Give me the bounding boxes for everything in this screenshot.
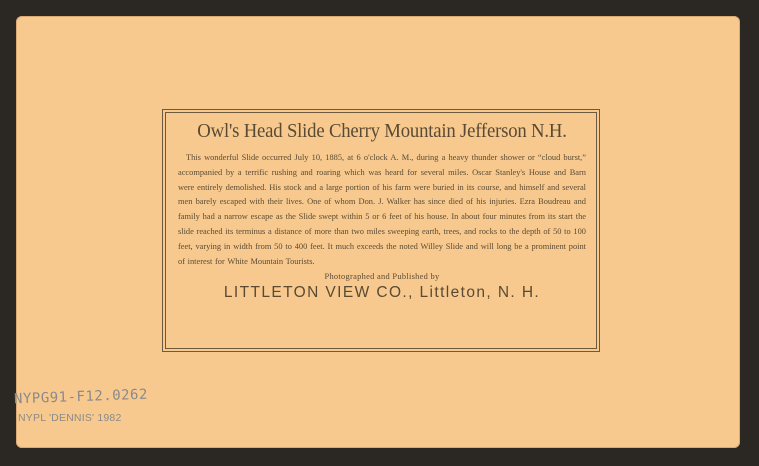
text-panel-outer-border	[162, 109, 600, 352]
collection-stamp: NYPL 'DENNIS' 1982	[18, 412, 122, 424]
text-panel	[165, 112, 597, 349]
description-text: This wonderful Slide occurred July 10, 1885, at 6 o'clock A. M., during a heavy thunder shower or “cloud burst,” accompanied by a terrific rushing and roaring which was heard for several miles. Oscar Stanley's House and Barn were entirely demolished. His stock and a large portion of his farm were buried in its course, and himself and several men barely escaped with their lives. One of whom Don. J. Walker has since died of his injuries. Ezra Boudreau and family had a narrow escape as the Slide swept within 5 or 6 feet of his house. In about four minutes from its start the slide reached its terminus a distance of more than two miles sweeping earth, trees, and rocks to the depth of 50 to 100 feet, varying in width from 50 to 400 feet. It much exceeds the noted Willey Slide and will long be a prominent point of interest for White Mountain Tourists.	[178, 153, 586, 266]
publisher-name: LITTLETON VIEW CO., Littleton, N. H.	[223, 284, 541, 302]
card-title: Owl's Head Slide Cherry Mountain Jefferson N.H.	[197, 121, 567, 142]
publisher-credit: Photographed and Published by	[324, 272, 440, 282]
handwritten-catalog-number: NYPG91-F12.0262	[13, 386, 149, 408]
stereograph-card-back	[13, 16, 740, 448]
